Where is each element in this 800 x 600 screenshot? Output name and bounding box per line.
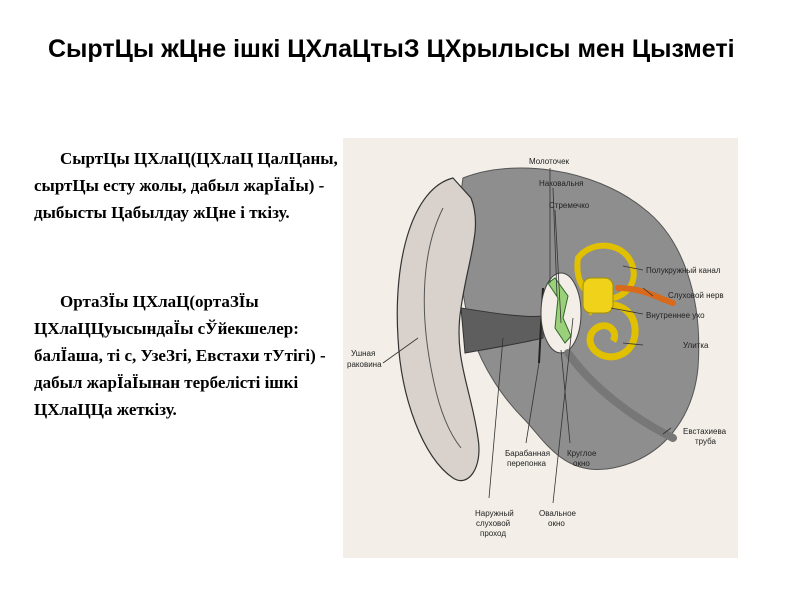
label-malleus: Молоточек	[529, 157, 570, 166]
label-auricle-2: раковина	[347, 360, 382, 369]
label-inner-ear: Внутреннее ухо	[646, 311, 705, 320]
label-auricle-1: Ушная	[351, 349, 376, 358]
label-oval-1: Овальное	[539, 509, 576, 518]
label-eardrum-2: перепонка	[507, 459, 547, 468]
vestibule	[583, 278, 613, 313]
label-nerve: Слуховой нерв	[668, 291, 724, 300]
label-cochlea: Улитка	[683, 341, 709, 350]
label-eustachian-1: Евстахиева	[683, 427, 727, 436]
slide-title: СыртЦы жЦне ішкі ЦХлаЦтыЗ ЦХрылысы мен Цызметі	[48, 35, 735, 63]
label-oval-2: окно	[548, 519, 565, 528]
label-round-1: Круглое	[567, 449, 597, 458]
label-eustachian-2: труба	[695, 437, 716, 446]
label-canal-3: проход	[480, 529, 506, 538]
middle-ear-paragraph: ОртаЗЇы ЦХлаЦ(ортаЗЇы ЦХлаЦЦуысындаЇы сЎйекшелер: балЇаша, ті с, УзеЗгі, Евстахи тУтігі) - дабыл жарЇаЇынан тербелісті ішкі ЦХлаЦЦа жеткізу.	[34, 292, 326, 419]
label-incus: Наковальня	[539, 179, 584, 188]
label-round-2: окно	[573, 459, 590, 468]
outer-ear-paragraph: СыртЦы ЦХлаЦ(ЦХлаЦ ЦалЦаны, сыртЦы есту жолы, дабыл жарЇаЇы) - дыбысты Цабылдау жЦне і ткізу.	[34, 149, 338, 222]
label-canal-2: слуховой	[476, 519, 511, 528]
label-canal-1: Наружный	[475, 509, 514, 518]
label-stapes: Стремечко	[549, 201, 590, 210]
label-eardrum-1: Барабанная	[505, 449, 551, 458]
label-canals: Полукружный канал	[646, 266, 721, 275]
ear-anatomy-diagram	[343, 138, 738, 558]
